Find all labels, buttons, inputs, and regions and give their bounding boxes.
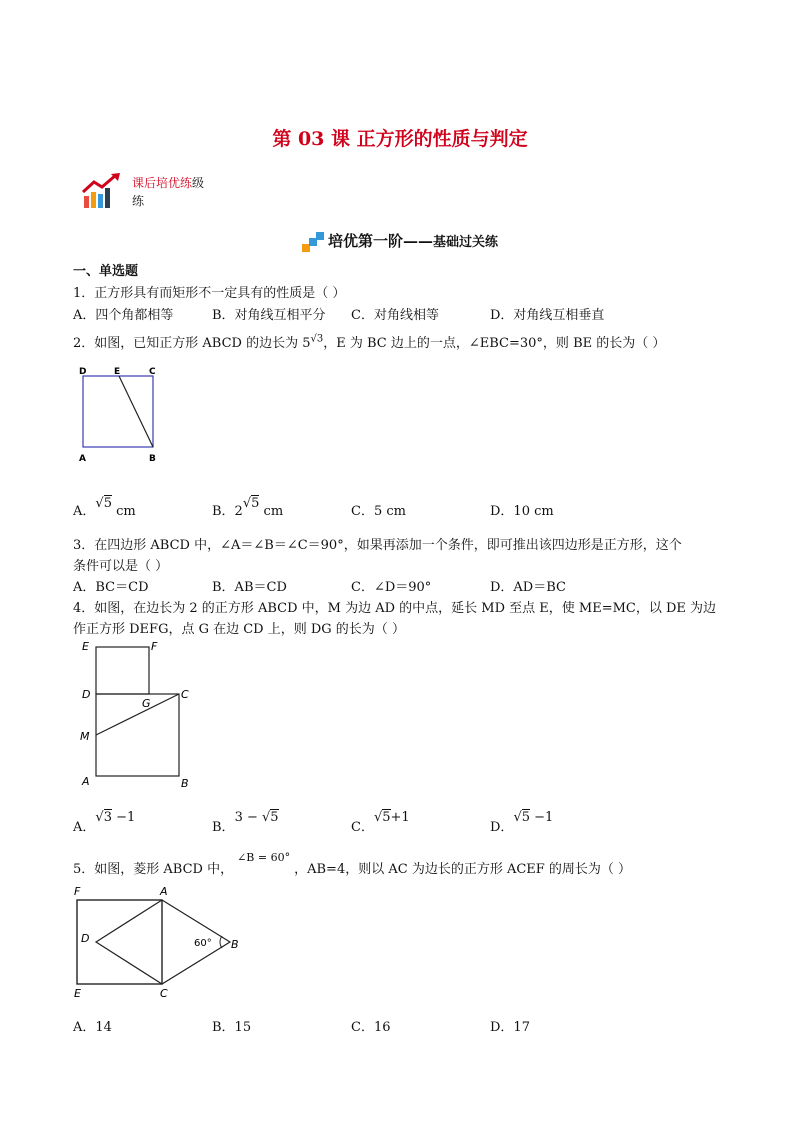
q4-label-f: F bbox=[151, 640, 158, 653]
chart-growth-icon bbox=[80, 172, 124, 210]
stage-dash: —— bbox=[403, 232, 433, 250]
q5-label-b: B bbox=[231, 938, 239, 951]
q2-square bbox=[83, 376, 153, 447]
q1-option-c: C．对角线相等 bbox=[351, 308, 439, 323]
q5-stem-b: ，AB=4，则以 AC 为边长的正方形 ACEF 的周长为（ ） bbox=[294, 862, 632, 877]
after-class-label bbox=[132, 174, 204, 210]
after-class-red: 课后培优练 bbox=[132, 176, 193, 190]
q2-label-c: C bbox=[149, 367, 156, 377]
q4-c-post: +1 bbox=[390, 810, 410, 825]
q2-label-e: E bbox=[114, 367, 121, 377]
q3-option-a: A．BC＝CD bbox=[73, 580, 149, 595]
after-class-line2: 练 bbox=[132, 194, 145, 208]
q4-option-c: C．√5+1 bbox=[351, 810, 410, 835]
q4-figure bbox=[74, 636, 204, 796]
q5-label-d: D bbox=[81, 932, 90, 945]
q4-c-rad: 5 bbox=[382, 810, 391, 825]
q4-d-pre: D． bbox=[490, 820, 514, 835]
q5-label-e: E bbox=[74, 987, 81, 1000]
q4-b-pre: B． bbox=[212, 820, 235, 835]
q2-b-post: cm bbox=[259, 504, 284, 519]
q5-figure bbox=[70, 880, 250, 1005]
q4-square-defg bbox=[96, 647, 149, 694]
q1-option-b: B．对角线互相平分 bbox=[212, 308, 326, 323]
q4-option-b: B．3 − √5 bbox=[212, 810, 279, 835]
q5-label-c: C bbox=[160, 987, 168, 1000]
section-title: 一、单选题 bbox=[73, 264, 139, 279]
q2-option-d: D．10 cm bbox=[490, 504, 554, 519]
q4-square-abcd bbox=[96, 694, 179, 776]
q3-option-d: D．AD＝BC bbox=[490, 580, 566, 595]
q4-label-g: G bbox=[142, 697, 151, 710]
q5-label-f: F bbox=[74, 885, 81, 898]
q4-label-a: A bbox=[82, 775, 90, 788]
q4-option-a: A．√3 −1 bbox=[73, 810, 136, 835]
q4-label-c: C bbox=[181, 688, 189, 701]
q3-line1: 3．在四边形 ABCD 中，∠A＝∠B＝∠C＝90°，如果再添加一个条件，即可推出该四边形是正方形，这个 bbox=[73, 538, 682, 553]
q4-line1: 4．如图，在边长为 2 的正方形 ABCD 中，M 为边 AD 的中点，延长 MD 至点 E，使 ME=MC，以 DE 为边 bbox=[73, 601, 717, 616]
q4-c-pre: C． bbox=[351, 820, 374, 835]
q4-segment-mc bbox=[96, 694, 179, 735]
q2-label-a: A bbox=[79, 454, 86, 464]
q4-a-pre: A． bbox=[73, 820, 96, 835]
q4-d-rad: 5 bbox=[521, 810, 531, 825]
q4-a-rad: 3 bbox=[103, 810, 112, 825]
stage-part1: 培优第一阶 bbox=[327, 232, 403, 250]
q2-sqrt: √3 bbox=[310, 333, 324, 345]
stage-heading bbox=[0, 230, 800, 252]
q4-label-e: E bbox=[82, 640, 89, 653]
page-title: 第 03 课 正方形的性质与判定 bbox=[272, 128, 528, 150]
after-class-header bbox=[80, 172, 205, 214]
q4-label-b: B bbox=[181, 777, 189, 790]
q5-stem bbox=[73, 851, 632, 877]
q1-stem: 1．正方形具有而矩形不一定具有的性质是（ ） bbox=[73, 286, 346, 301]
q4-option-d: D．√5 −1 bbox=[490, 810, 554, 835]
q5-option-b: B．15 bbox=[212, 1020, 252, 1035]
q5-angle-arc bbox=[220, 936, 222, 948]
q4-b-rad: 5 bbox=[270, 810, 279, 825]
q2-segment-be bbox=[119, 376, 153, 447]
q2-label-b: B bbox=[149, 454, 156, 464]
q2-label-d: D bbox=[79, 367, 87, 377]
after-class-tail: 级 bbox=[192, 176, 205, 190]
q3-line2: 条件可以是（ ） bbox=[73, 559, 169, 574]
q5-option-d: D．17 bbox=[490, 1020, 530, 1035]
q5-stem-a: 5．如图，菱形 ABCD 中， bbox=[73, 862, 234, 877]
q2-b-pre: B．2 bbox=[212, 504, 243, 519]
q2-figure bbox=[74, 364, 164, 468]
q4-b-lead: 3 − bbox=[234, 810, 262, 825]
q5-option-c: C．16 bbox=[351, 1020, 391, 1035]
q4-a-post: −1 bbox=[111, 810, 136, 825]
q2-stem-b: ，E 为 BC 边上的一点，∠EBC=30°，则 BE 的长为（ ） bbox=[323, 336, 666, 351]
q2-option-c: C．5 cm bbox=[351, 504, 406, 519]
q5-label-a: A bbox=[160, 885, 168, 898]
q4-line2: 作正方形 DEFG，点 G 在边 CD 上，则 DG 的长为（ ） bbox=[73, 622, 405, 637]
q3-option-c: C．∠D＝90° bbox=[351, 580, 432, 595]
q1-option-d: D．对角线互相垂直 bbox=[490, 308, 605, 323]
q2-radicand: 3 bbox=[316, 333, 324, 345]
q5-angle: ∠B = 60° bbox=[237, 851, 291, 864]
q5-square-acef bbox=[77, 900, 162, 984]
q2-stem bbox=[73, 332, 665, 351]
q2-option-a: A．√5 cm bbox=[73, 496, 136, 519]
q2-a-post: cm bbox=[111, 504, 136, 519]
q5-option-a: A．14 bbox=[73, 1020, 112, 1035]
q2-option-b: B．2√5 cm bbox=[212, 496, 284, 519]
q2-stem-a: 2．如图，已知正方形 ABCD 的边长为 5 bbox=[73, 336, 311, 351]
stage-part2: 基础过关练 bbox=[433, 235, 499, 250]
q2-b-rad: 5 bbox=[251, 496, 260, 511]
q5-label-angle: 60° bbox=[194, 938, 212, 949]
q1-option-a: A．四个角都相等 bbox=[73, 308, 174, 323]
stairs-icon bbox=[302, 232, 324, 252]
q4-d-post: −1 bbox=[530, 810, 554, 825]
q2-a-rad: 5 bbox=[103, 496, 112, 511]
q4-label-m: M bbox=[80, 730, 90, 743]
q4-label-d: D bbox=[82, 688, 91, 701]
q2-a-pre: A． bbox=[73, 504, 96, 519]
q3-option-b: B．AB＝CD bbox=[212, 580, 287, 595]
